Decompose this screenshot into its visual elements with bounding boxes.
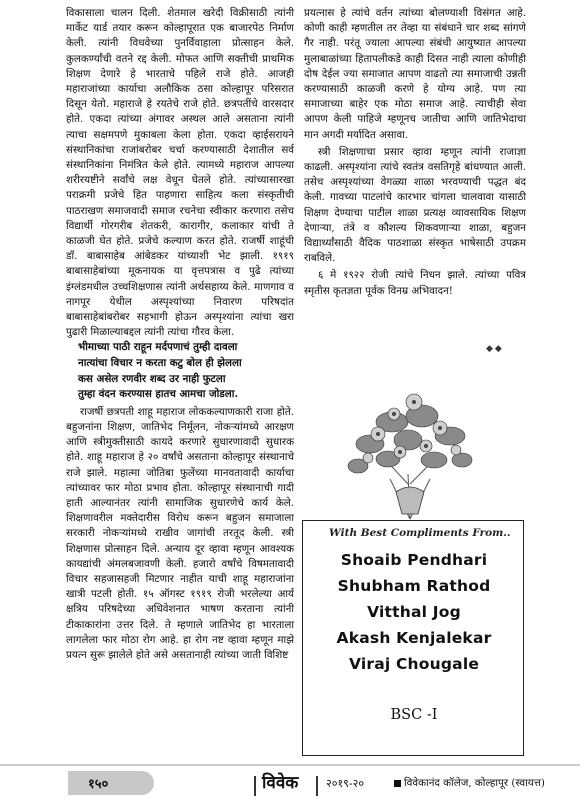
page-number: १५० (88, 777, 109, 792)
class-label: BSC -I (390, 707, 438, 723)
poem-line: नात्यांचा विचार न करता कटु बोल ही झेलला (78, 357, 242, 370)
right-column (304, 6, 526, 299)
article-paragraph: राजर्षी छत्रपती शाहू महाराज लोककल्याणकारी राजा होते. बहुजनांना शिक्षण, जातिभेद निर्मूलन, नोकऱ्यांमध्ये आरक्षण आणि स्त्रीमुक्तीसाठी कायदे करणारे सुधारणावादी सुधारक होते. शाहू महाराज हे २० वर्षांचे असताना कोल्हापूर संस्थानाचे राजे झाले. महात्मा जोतिबा फुलेंच्या मानवतावादी कार्याचा त्यांच्यावर फार मोठा प्रभाव होता. कोल्हापूर संस्थानाची गादी हाती आल्यानंतर त्यांनी सामाजिक सुधारणेचे कार्य केले. शिक्षणावरील मक्तेदारीस विरोध करून बहुजन समाजाला सरकारी नोकऱ्यांमध्ये राखीव जागांची तरतूद केली. स्त्री शिक्षणास प्रोत्साहन दिले. अन्याय दूर व्हावा म्हणून आवश्यक कायद्यांची अंमलबजावणी केली. हजारो वर्षांचे विषमतावादी विचार सहजासहजी मिटणार नाहीत याची शाहू महाराजांना खात्री पटली होती. १५ ऑगस्ट १९१९ रोजी भरलेल्या आर्य क्षत्रिय परिषदेच्या अधिवेशनात भाषण करताना त्यांनी टीकाकारांना उत्तर दिले. ते म्हणाले जातिभेद हा भारताला लागलेला फार मोठा रोग आहे. हा रोग नष्ट व्हावा म्हणून माझे प्रयत्न सुरू झालेले होते असे असतानाही त्यांच्या जाती विशिष्ट (66, 405, 294, 662)
article-paragraph: स्त्री शिक्षणाचा प्रसार व्हावा म्हणून त्यांनी राजाज्ञा काढली. अस्पृश्यांना त्यांचे स्वतंत्र वसतिगृहे बांधण्यात आली. तसेच अस्पृश्यांच्या वेगळ्या शाळा भरवण्याची पद्धत बंद केली. गावच्या पाटलांचे कारभार चांगला चालवावा यासाठी शिक्षण देण्याचा पाटील शाळा प्रत्यक्ष व्यावसायिक शिक्षण देणाऱ्या, तंत्रे व कौशल्य शिकवणाऱ्या शाळा, बहुजन विद्यार्थ्यांसाठी वैदिक पाठशाळा संस्कृत भाषेसाठी उपक्रम राबविले. (304, 145, 526, 265)
sponsor-name: Shubham Rathod (337, 577, 491, 595)
poem-line: भीमाच्या पाठी राहून मर्दपणाचं तुम्ही दावला (78, 341, 238, 354)
page-footer (0, 760, 580, 800)
sponsor-name: Shoaib Pendhari (340, 551, 488, 569)
article-paragraph: प्रयत्नास हे त्यांचे वर्तन त्यांच्या बोलण्याशी विसंगत आहे. कोणी काही म्हणतील तर तेव्हा या संबंधाने चार शब्द सांगणे गैर नाही. परंतू ज्याला आपल्या संबंधी आयुष्यात आपल्या मुलाबाळांच्या हितापलीकडे काही दिसत नाही त्याला कोणीही दोष देईल ज्या समाजात आपण वाढतो त्या समाजाची उन्नती करण्यासाठी काळजी करणे हे योग्य आहे. पण त्या समाजाच्या बाहेर एक मोठा समाज आहे. त्याचीही सेवा आपण केली पाहिजे म्हणूनच जातीचा आणि जातिभेदाचा मान अगदी मर्यादित असावा. (304, 7, 526, 141)
college-name: विवेकानंद कॉलेज, कोल्हापूर (स्वायत्त) (404, 777, 545, 789)
sponsor-name: Viraj Chougale (348, 655, 480, 673)
poem-line: कस असेल रणवीर शब्द उर नाही फुटला (78, 372, 226, 385)
sponsor-name: Vitthal Jog (367, 603, 461, 621)
article-paragraph: विकासाला चालन दिली. शेतमाल खरेदी विक्रीसाठी त्यांनी मार्केट यार्ड तयार करून कोल्हापूरात एक बाजारपेठ निर्माण केली. त्यांनी विधवेच्या पुनर्विवाहाला प्रोत्साहन केले. कुलकर्ण्यांची वतने रद्द केली. मोफत आणि सक्तीची प्राथमिक शिक्षण देणारे हे भारताचे पहिले राजे होते. आजही महाराजांच्या कार्याचा अलौकिक ठसा कोल्हापूर परिसरात दिसून येतो. महाराजे हे रयतेचे राजे होते. छत्रपतींचे वारसदार होते. एकदा त्यांच्या अंगावर अस्थल आले असताना त्यांनी त्याचा सक्षमपणे मुकाबला केला होता. एकदा व्हाईसरायने संस्थानिकांचा राजांबरोबर चर्चा करण्यासाठी देशातील सर्व संस्थानिकांना निमंत्रित केले होते. त्यामध्ये महाराज आपल्या शरीरयष्टीने सर्वांचे लक्ष वेधून घेतले होते. त्यांच्यासारखा पराक्रमी प्रजेचे हित पाहणारा साहित्य कला संस्कृतीची पाठराखण समाजवादी समाज रचनेचा स्वीकार करणारा तसेच विद्यार्थी गोरगरीब शेतकरी, कारागीर, कलाकार यांची ते काळजी घेत होते. प्रजेचे कल्याण करत होते. राजर्षी शाहूंची डॉ. बाबासाहेब आंबेडकर यांच्याशी भेट झाली. १९१९ बाबासाहेबांच्या मूकनायक या वृत्तपत्रास व पुढे त्यांच्या इंग्लंडमधील उच्चशिक्षणास त्यांनी अर्थसहाय्य केले. माणगाव व नागपूर येथील अस्पृश्यांच्या निवारण परिषदांत बाबासाहेबांबरोबर सहभागी होऊन अस्पृश्यांना त्यांचा खरा पुढारी मिळाल्याबद्दल त्यांनी त्यांचा गौरव केला. (66, 7, 294, 339)
article-paragraph: ६ मे १९२२ रोजी त्यांचे निधन झाले. त्यांच्या पवित्र स्मृतीस कृतज्ञता पूर्वक विनम्र अभिवादन! (304, 269, 526, 297)
sponsor-name: Akash Kenjalekar (336, 629, 492, 647)
compliments-advertisement (302, 520, 524, 756)
academic-year: २०१९-२० (326, 777, 365, 790)
ornament-diamonds: ◆◆ (486, 344, 504, 354)
poem-line: तुम्हा वंदन करण्यास हातच आमचा जोडला. (78, 388, 239, 401)
compliments-tagline: With Best Compliments From.. (329, 527, 511, 539)
footer-divider (0, 764, 580, 766)
magazine-title: विवेक (262, 773, 299, 793)
footer-divider (254, 776, 256, 796)
page-number-tab (68, 771, 154, 795)
footer-divider (316, 776, 318, 796)
sponsor-names-list (303, 547, 525, 677)
left-column (66, 6, 294, 663)
flower-bouquet-illustration (330, 374, 490, 524)
square-bullet-icon (394, 780, 401, 787)
